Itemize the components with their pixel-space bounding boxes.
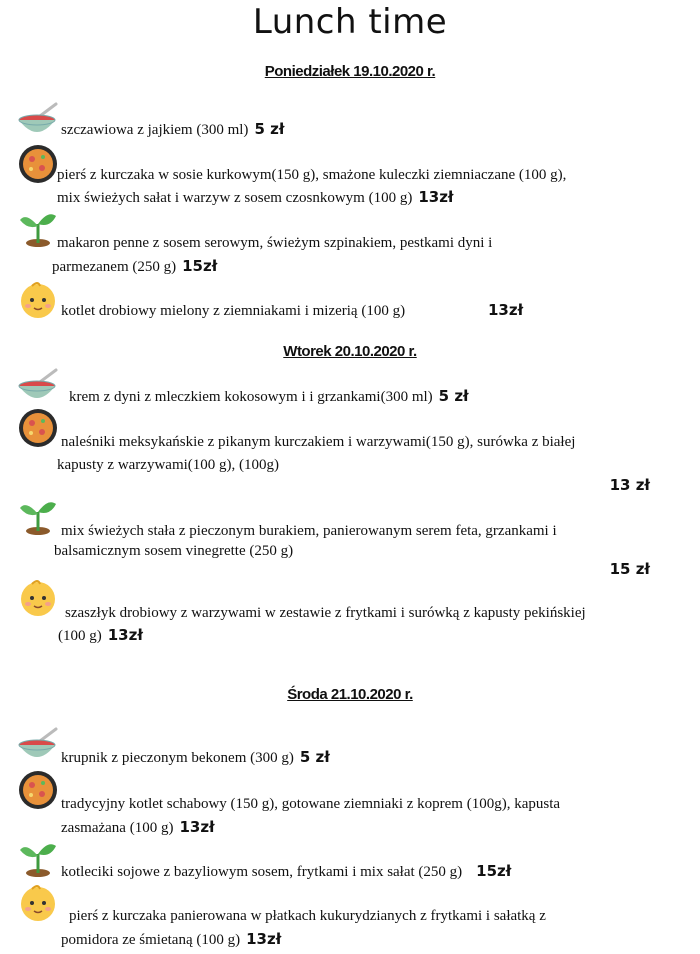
item-text: tradycyjny kotlet schabowy (150 g), gotowane ziemniaki z koprem (100g), kapusta (61, 796, 561, 812)
item-text: zasmażana (100 g) (61, 820, 174, 836)
item-price: 13zł (246, 930, 282, 948)
baby-face-icon (18, 578, 58, 618)
item-price: 5 zł (254, 120, 285, 138)
item-text: krem z dyni z mleczkiem kokosowym i i grzankami(300 ml) (69, 389, 433, 405)
item-text: szaszłyk drobiowy z warzywami w zestawie z frytkami i surówką z kapusty pekińskiej (65, 605, 586, 621)
paella-pan-icon (18, 770, 58, 810)
paella-pan-icon (18, 144, 58, 184)
item-price: 13zł (179, 818, 215, 836)
item-price: 5 zł (299, 748, 330, 766)
item-price: 13zł (107, 626, 143, 644)
item-price: 5 zł (438, 387, 469, 405)
item-price: 13zł (488, 301, 524, 319)
item-text: (100 g) (58, 628, 102, 644)
item-text: naleśniki meksykańskie z pikanym kurczakiem i warzywami(150 g), surówka z białej (61, 434, 576, 450)
soup-bowl-icon (18, 102, 58, 142)
day-heading-wednesday: Środa 21.10.2020 r. (287, 686, 413, 703)
item-text: szczawiowa z jajkiem (300 ml) (61, 122, 249, 138)
item-text: krupnik z pieczonym bekonem (300 g) (61, 750, 294, 766)
seedling-icon (18, 208, 58, 248)
baby-face-icon (18, 280, 58, 320)
seedling-icon (18, 496, 58, 536)
paella-pan-icon (18, 408, 58, 448)
seedling-icon (18, 838, 58, 878)
item-text: kotleciki sojowe z bazyliowym sosem, frytkami i mix sałat (250 g) (61, 864, 463, 880)
item-text: mix świeżych sałat i warzyw z sosem czosnkowym (100 g) (57, 190, 413, 206)
item-text: kotlet drobiowy mielony z ziemniakami i mizerią (100 g) (61, 303, 406, 319)
day-heading-monday: Poniedziałek 19.10.2020 r. (264, 63, 436, 80)
item-price: 15zł (476, 862, 512, 880)
item-text: pomidora ze śmietaną (100 g) (61, 932, 241, 948)
item-text: kapusty z warzywami(100 g), (100g) (57, 457, 280, 473)
item-price: 13zł (418, 188, 454, 206)
page-title: Lunch time (252, 2, 448, 42)
item-price: 15 zł (609, 560, 650, 578)
baby-face-icon (18, 883, 58, 923)
item-text: makaron penne z sosem serowym, świeżym szpinakiem, pestkami dyni i (57, 235, 493, 251)
item-text: mix świeżych stała z pieczonym burakiem, panierowanym serem feta, grzankami i (61, 523, 557, 539)
item-text: balsamicznym sosem vinegrette (250 g) (54, 543, 294, 559)
item-text: parmezanem (250 g) (52, 259, 177, 275)
day-heading-tuesday: Wtorek 20.10.2020 r. (283, 343, 417, 360)
soup-bowl-icon (18, 368, 58, 408)
item-price: 13 zł (609, 476, 650, 494)
item-price: 15zł (182, 257, 218, 275)
item-text: pierś z kurczaka panierowana w płatkach kukurydzianych z frytkami i sałatką z (69, 908, 546, 924)
item-text: pierś z kurczaka w sosie kurkowym(150 g), smażone kuleczki ziemniaczane (100 g), (57, 167, 567, 183)
soup-bowl-icon (18, 727, 58, 767)
